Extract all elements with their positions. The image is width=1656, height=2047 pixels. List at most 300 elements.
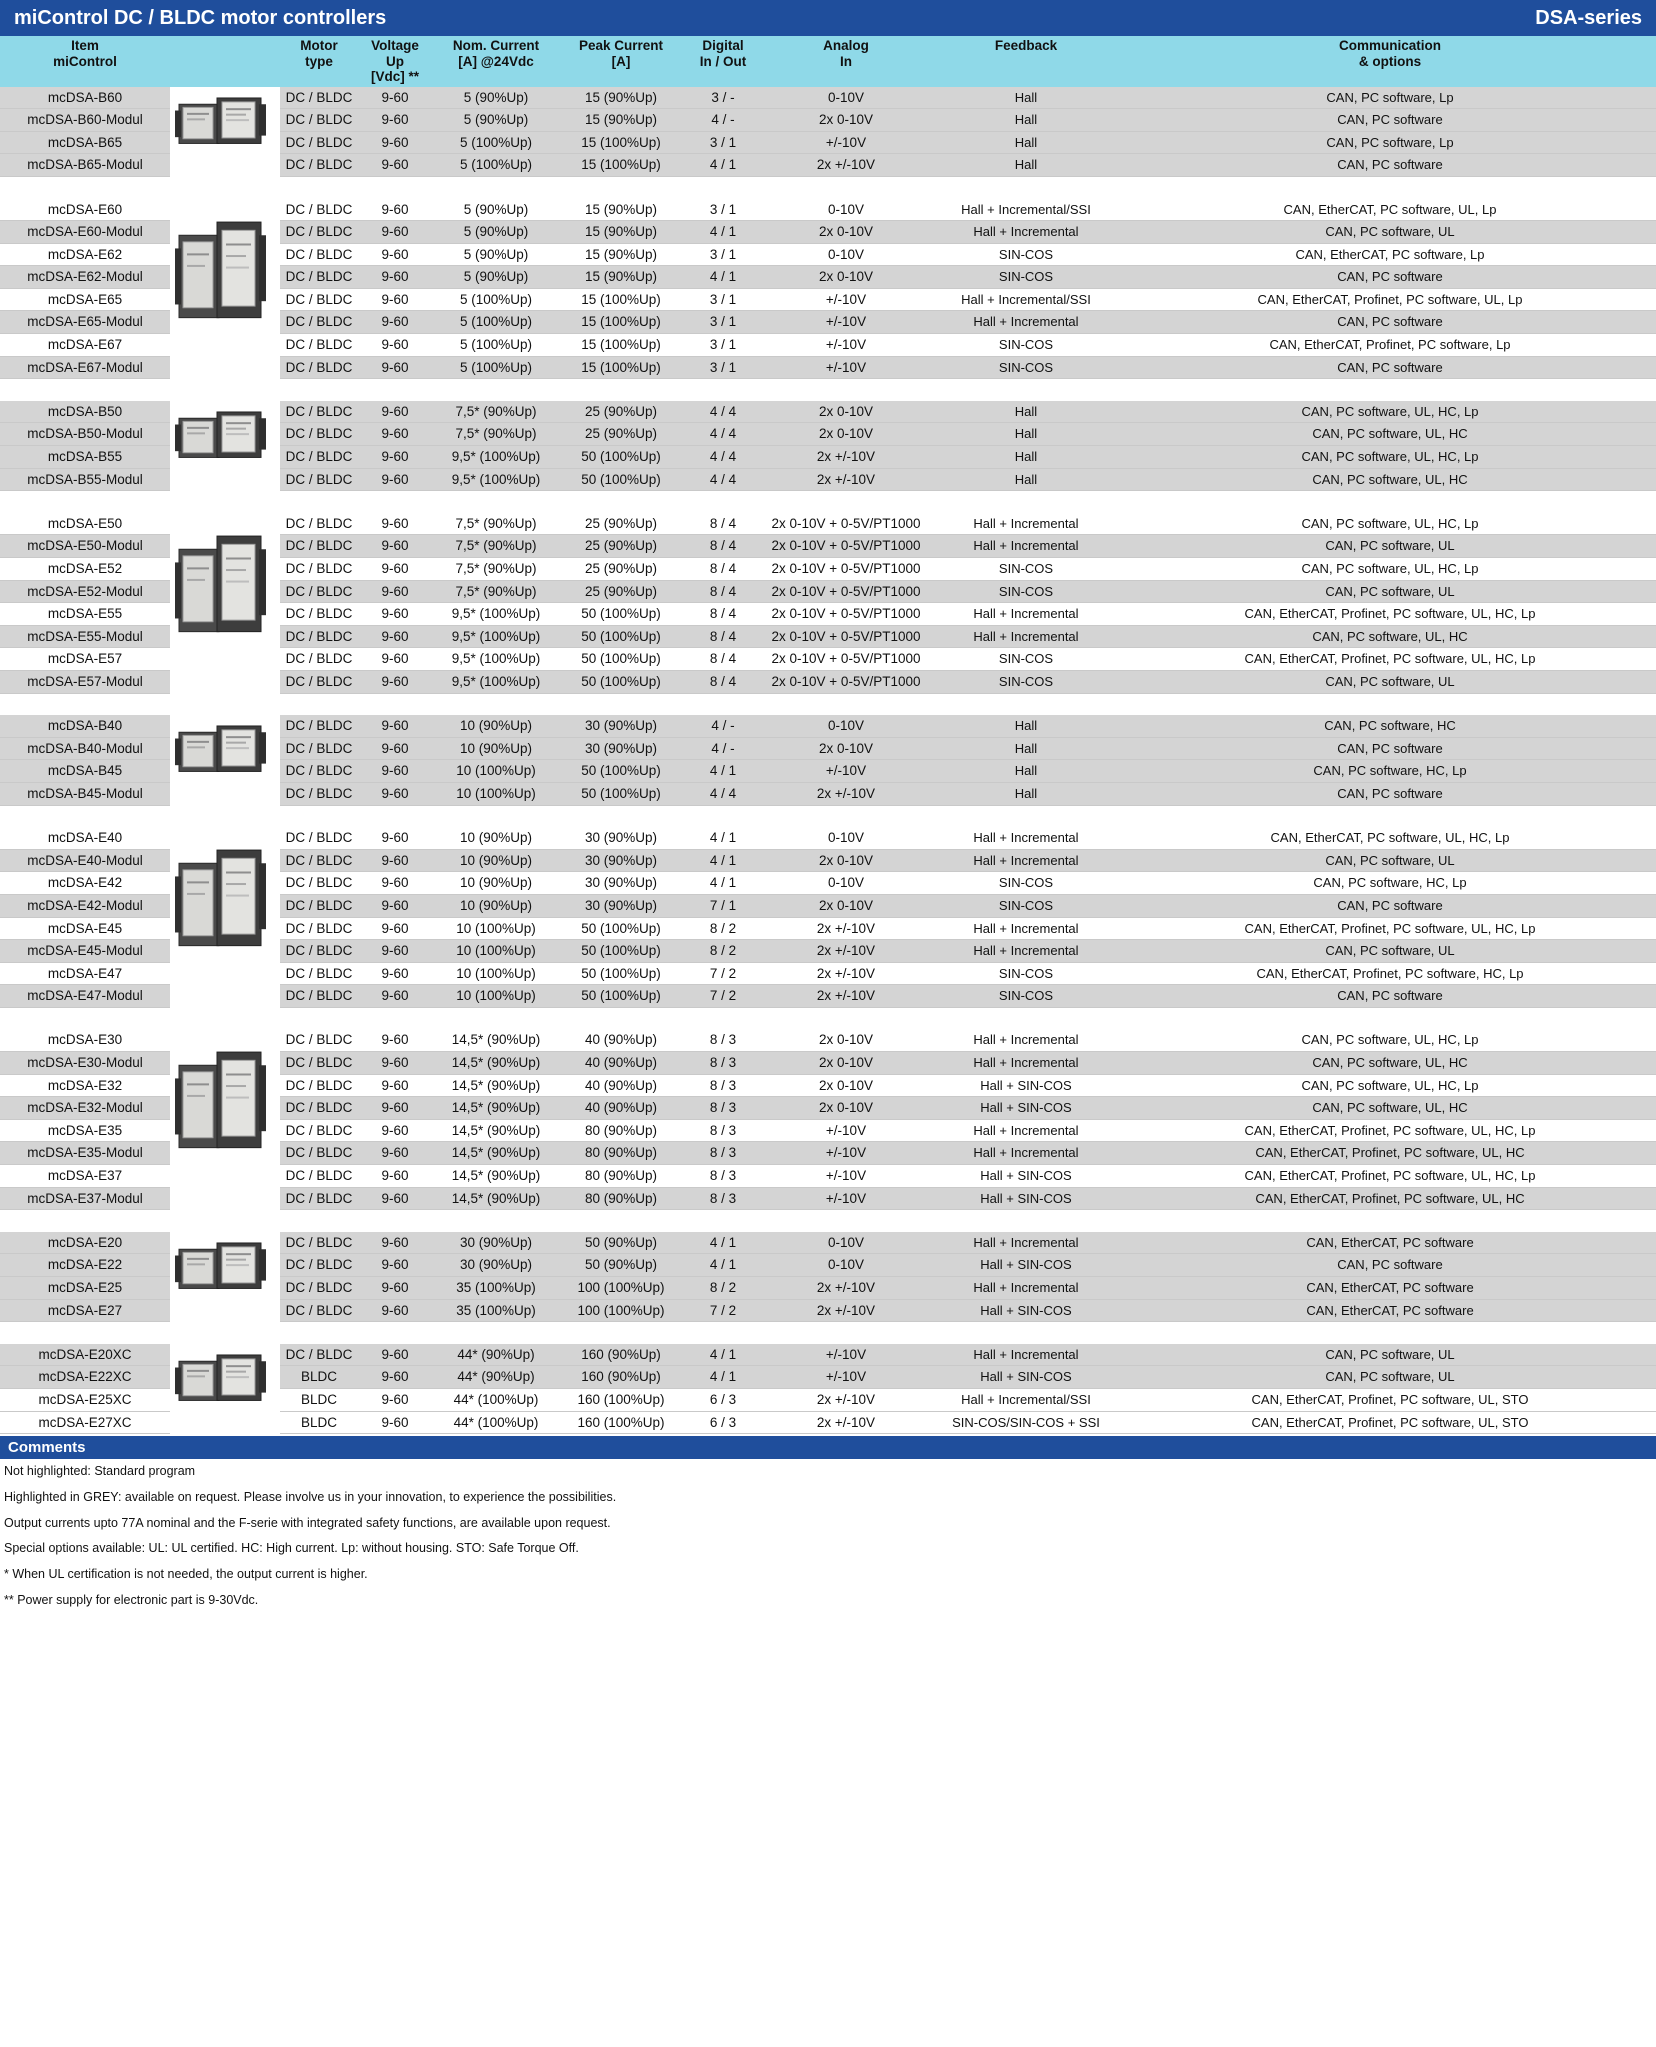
- cell-analog-in: 2x 0-10V: [764, 1052, 928, 1075]
- cell-motor-type: DC / BLDC: [280, 894, 358, 917]
- cell-nominal-current: 5 (90%Up): [432, 243, 560, 266]
- cell-item: mcDSA-E25: [0, 1277, 170, 1300]
- cell-feedback: SIN-COS: [928, 670, 1124, 693]
- cell-digital-io: 4 / 1: [682, 827, 764, 849]
- cell-motor-type: BLDC: [280, 1411, 358, 1434]
- cell-peak-current: 30 (90%Up): [560, 715, 682, 737]
- cell-motor-type: DC / BLDC: [280, 1029, 358, 1051]
- cell-nominal-current: 5 (100%Up): [432, 356, 560, 379]
- cell-nominal-current: 7,5* (90%Up): [432, 513, 560, 535]
- cell-nominal-current: 7,5* (90%Up): [432, 423, 560, 446]
- cell-motor-type: DC / BLDC: [280, 1165, 358, 1188]
- cell-communication: CAN, EtherCAT, Profinet, PC software, UL, HC: [1124, 1142, 1656, 1165]
- cell-peak-current: 25 (90%Up): [560, 535, 682, 558]
- cell-item: mcDSA-E35-Modul: [0, 1142, 170, 1165]
- cell-motor-type: DC / BLDC: [280, 737, 358, 760]
- cell-nominal-current: 10 (100%Up): [432, 917, 560, 940]
- cell-voltage: 9-60: [358, 872, 432, 895]
- cell-voltage: 9-60: [358, 1187, 432, 1210]
- cell-motor-type: DC / BLDC: [280, 962, 358, 985]
- cell-digital-io: 4 / -: [682, 737, 764, 760]
- group-spacer-cell: [0, 693, 1656, 715]
- cell-peak-current: 160 (100%Up): [560, 1388, 682, 1411]
- cell-analog-in: 2x 0-10V: [764, 737, 928, 760]
- cell-analog-in: 2x 0-10V + 0-5V/PT1000: [764, 603, 928, 626]
- cell-nominal-current: 30 (90%Up): [432, 1232, 560, 1254]
- cell-digital-io: 4 / 1: [682, 872, 764, 895]
- cell-peak-current: 80 (90%Up): [560, 1119, 682, 1142]
- cell-feedback: Hall + SIN-COS: [928, 1187, 1124, 1210]
- cell-nominal-current: 10 (100%Up): [432, 962, 560, 985]
- cell-digital-io: 3 / 1: [682, 356, 764, 379]
- table-row: [0, 715, 1656, 737]
- cell-nominal-current: 7,5* (90%Up): [432, 580, 560, 603]
- cell-peak-current: 25 (90%Up): [560, 401, 682, 423]
- cell-nominal-current: 35 (100%Up): [432, 1299, 560, 1322]
- cell-item: mcDSA-E55: [0, 603, 170, 626]
- cell-peak-current: 30 (90%Up): [560, 894, 682, 917]
- cell-peak-current: 50 (100%Up): [560, 760, 682, 783]
- device-photo: [173, 827, 277, 1007]
- cell-peak-current: 15 (100%Up): [560, 288, 682, 311]
- group-spacer: [0, 693, 1656, 715]
- cell-voltage: 9-60: [358, 446, 432, 469]
- cell-feedback: Hall + Incremental: [928, 513, 1124, 535]
- cell-digital-io: 4 / 1: [682, 154, 764, 177]
- cell-item: mcDSA-E45-Modul: [0, 940, 170, 963]
- cell-voltage: 9-60: [358, 1277, 432, 1300]
- cell-motor-type: DC / BLDC: [280, 401, 358, 423]
- cell-digital-io: 4 / 1: [682, 266, 764, 289]
- cell-item: mcDSA-E50: [0, 513, 170, 535]
- cell-communication: CAN, PC software: [1124, 782, 1656, 805]
- cell-digital-io: 8 / 3: [682, 1187, 764, 1210]
- cell-nominal-current: 5 (100%Up): [432, 154, 560, 177]
- cell-voltage: 9-60: [358, 535, 432, 558]
- cell-analog-in: 2x +/-10V: [764, 962, 928, 985]
- cell-item: mcDSA-E42: [0, 872, 170, 895]
- cell-analog-in: 2x +/-10V: [764, 917, 928, 940]
- cell-communication: CAN, PC software, UL: [1124, 580, 1656, 603]
- cell-motor-type: DC / BLDC: [280, 154, 358, 177]
- cell-nominal-current: 5 (90%Up): [432, 199, 560, 221]
- cell-motor-type: DC / BLDC: [280, 670, 358, 693]
- column-header-image: [170, 36, 280, 87]
- cell-peak-current: 40 (90%Up): [560, 1029, 682, 1051]
- cell-analog-in: 2x 0-10V: [764, 1097, 928, 1120]
- cell-communication: CAN, EtherCAT, Profinet, PC software, UL, HC, Lp: [1124, 648, 1656, 671]
- group-spacer: [0, 1007, 1656, 1029]
- cell-motor-type: DC / BLDC: [280, 985, 358, 1008]
- cell-nominal-current: 7,5* (90%Up): [432, 401, 560, 423]
- cell-item: mcDSA-E20: [0, 1232, 170, 1254]
- cell-peak-current: 40 (90%Up): [560, 1074, 682, 1097]
- cell-digital-io: 8 / 4: [682, 648, 764, 671]
- column-header-feedback: Feedback: [928, 36, 1124, 87]
- cell-nominal-current: 5 (90%Up): [432, 221, 560, 244]
- cell-feedback: Hall + Incremental: [928, 1142, 1124, 1165]
- cell-communication: CAN, PC software, Lp: [1124, 131, 1656, 154]
- cell-analog-in: 0-10V: [764, 872, 928, 895]
- cell-analog-in: 2x +/-10V: [764, 468, 928, 491]
- cell-motor-type: DC / BLDC: [280, 1232, 358, 1254]
- cell-digital-io: 7 / 2: [682, 962, 764, 985]
- cell-nominal-current: 5 (100%Up): [432, 131, 560, 154]
- cell-digital-io: 4 / 4: [682, 446, 764, 469]
- cell-digital-io: 8 / 3: [682, 1097, 764, 1120]
- cell-communication: CAN, PC software, UL, HC: [1124, 625, 1656, 648]
- cell-peak-current: 15 (100%Up): [560, 356, 682, 379]
- cell-communication: CAN, EtherCAT, PC software, UL, HC, Lp: [1124, 827, 1656, 849]
- cell-motor-type: DC / BLDC: [280, 131, 358, 154]
- cell-analog-in: 2x 0-10V: [764, 1029, 928, 1051]
- cell-communication: CAN, PC software: [1124, 985, 1656, 1008]
- cell-peak-current: 15 (90%Up): [560, 243, 682, 266]
- cell-digital-io: 8 / 4: [682, 580, 764, 603]
- cell-analog-in: 2x 0-10V: [764, 266, 928, 289]
- cell-voltage: 9-60: [358, 1097, 432, 1120]
- cell-digital-io: 8 / 3: [682, 1029, 764, 1051]
- device-photo: [173, 1029, 277, 1209]
- cell-feedback: Hall + SIN-COS: [928, 1254, 1124, 1277]
- cell-nominal-current: 14,5* (90%Up): [432, 1142, 560, 1165]
- cell-digital-io: 8 / 4: [682, 513, 764, 535]
- device-photo: [173, 513, 277, 693]
- column-header-peak-current: Peak Current [A]: [560, 36, 682, 87]
- cell-communication: CAN, PC software, UL, HC: [1124, 1097, 1656, 1120]
- cell-peak-current: 15 (90%Up): [560, 87, 682, 109]
- cell-analog-in: 2x 0-10V: [764, 894, 928, 917]
- cell-digital-io: 4 / 4: [682, 401, 764, 423]
- cell-nominal-current: 14,5* (90%Up): [432, 1052, 560, 1075]
- cell-feedback: Hall: [928, 737, 1124, 760]
- cell-nominal-current: 10 (100%Up): [432, 940, 560, 963]
- cell-nominal-current: 44* (100%Up): [432, 1388, 560, 1411]
- cell-voltage: 9-60: [358, 356, 432, 379]
- cell-voltage: 9-60: [358, 940, 432, 963]
- cell-peak-current: 50 (90%Up): [560, 1254, 682, 1277]
- cell-analog-in: 2x 0-10V: [764, 109, 928, 132]
- cell-voltage: 9-60: [358, 288, 432, 311]
- cell-item: mcDSA-E62-Modul: [0, 266, 170, 289]
- cell-analog-in: 0-10V: [764, 715, 928, 737]
- cell-motor-type: DC / BLDC: [280, 446, 358, 469]
- cell-nominal-current: 44* (90%Up): [432, 1366, 560, 1389]
- cell-motor-type: DC / BLDC: [280, 356, 358, 379]
- column-header-analog-in: Analog In: [764, 36, 928, 87]
- comment-line: Not highlighted: Standard program: [4, 1464, 196, 1479]
- cell-analog-in: +/-10V: [764, 1119, 928, 1142]
- cell-digital-io: 8 / 2: [682, 940, 764, 963]
- cell-analog-in: 2x 0-10V + 0-5V/PT1000: [764, 670, 928, 693]
- cell-peak-current: 15 (90%Up): [560, 199, 682, 221]
- cell-nominal-current: 14,5* (90%Up): [432, 1187, 560, 1210]
- cell-communication: CAN, PC software, HC: [1124, 715, 1656, 737]
- cell-voltage: 9-60: [358, 558, 432, 581]
- cell-communication: CAN, EtherCAT, PC software, Lp: [1124, 243, 1656, 266]
- cell-item: mcDSA-E50-Modul: [0, 535, 170, 558]
- cell-nominal-current: 10 (90%Up): [432, 737, 560, 760]
- cell-feedback: Hall: [928, 401, 1124, 423]
- cell-item: mcDSA-E37: [0, 1165, 170, 1188]
- cell-nominal-current: 10 (90%Up): [432, 849, 560, 872]
- cell-item: mcDSA-E60: [0, 199, 170, 221]
- cell-peak-current: 15 (90%Up): [560, 266, 682, 289]
- cell-item: mcDSA-B45-Modul: [0, 782, 170, 805]
- cell-feedback: Hall + SIN-COS: [928, 1074, 1124, 1097]
- cell-item: mcDSA-E47: [0, 962, 170, 985]
- cell-feedback: Hall + Incremental: [928, 849, 1124, 872]
- cell-voltage: 9-60: [358, 154, 432, 177]
- cell-voltage: 9-60: [358, 603, 432, 626]
- device-photo: [173, 1232, 277, 1322]
- cell-voltage: 9-60: [358, 894, 432, 917]
- device-photo: [173, 715, 277, 805]
- cell-peak-current: 15 (100%Up): [560, 334, 682, 357]
- cell-analog-in: +/-10V: [764, 356, 928, 379]
- cell-digital-io: 4 / 1: [682, 760, 764, 783]
- cell-peak-current: 80 (90%Up): [560, 1142, 682, 1165]
- table-body: [0, 87, 1656, 1434]
- cell-analog-in: 2x 0-10V: [764, 401, 928, 423]
- cell-motor-type: BLDC: [280, 1388, 358, 1411]
- cell-nominal-current: 14,5* (90%Up): [432, 1029, 560, 1051]
- group-spacer: [0, 379, 1656, 401]
- cell-analog-in: +/-10V: [764, 1366, 928, 1389]
- cell-motor-type: DC / BLDC: [280, 760, 358, 783]
- cell-feedback: Hall + Incremental/SSI: [928, 1388, 1124, 1411]
- controller-photo-b40-series: [170, 715, 280, 805]
- cell-digital-io: 4 / 1: [682, 1366, 764, 1389]
- cell-item: mcDSA-E67: [0, 334, 170, 357]
- cell-analog-in: 0-10V: [764, 1232, 928, 1254]
- cell-analog-in: 2x 0-10V: [764, 423, 928, 446]
- cell-item: mcDSA-E47-Modul: [0, 985, 170, 1008]
- cell-digital-io: 3 / 1: [682, 334, 764, 357]
- comment-line: Output currents upto 77A nominal and the F-serie with integrated safety functions, are available upon request.: [4, 1515, 611, 1530]
- controller-photo-xc-series: [170, 1344, 280, 1434]
- cell-item: mcDSA-E37-Modul: [0, 1187, 170, 1210]
- cell-communication: CAN, PC software: [1124, 311, 1656, 334]
- comments-header: Comments: [0, 1436, 1656, 1459]
- cell-communication: CAN, EtherCAT, Profinet, PC software, UL, HC, Lp: [1124, 1165, 1656, 1188]
- cell-nominal-current: 5 (100%Up): [432, 311, 560, 334]
- cell-feedback: Hall + Incremental: [928, 221, 1124, 244]
- column-header-voltage: Voltage Up [Vdc] **: [358, 36, 432, 87]
- cell-motor-type: BLDC: [280, 1366, 358, 1389]
- cell-motor-type: DC / BLDC: [280, 1344, 358, 1366]
- cell-item: mcDSA-E52-Modul: [0, 580, 170, 603]
- cell-digital-io: 8 / 3: [682, 1165, 764, 1188]
- cell-feedback: Hall + Incremental: [928, 940, 1124, 963]
- cell-item: mcDSA-E65-Modul: [0, 311, 170, 334]
- cell-motor-type: DC / BLDC: [280, 1142, 358, 1165]
- cell-communication: CAN, EtherCAT, Profinet, PC software, UL, HC: [1124, 1187, 1656, 1210]
- cell-digital-io: 8 / 4: [682, 670, 764, 693]
- cell-nominal-current: 7,5* (90%Up): [432, 535, 560, 558]
- device-photo: [173, 87, 277, 177]
- comment-line: Highlighted in GREY: available on request. Please involve us in your innovation, to experience the possibilities.: [4, 1489, 617, 1504]
- group-spacer: [0, 491, 1656, 513]
- cell-voltage: 9-60: [358, 513, 432, 535]
- cell-communication: CAN, PC software, UL, HC, Lp: [1124, 558, 1656, 581]
- cell-motor-type: DC / BLDC: [280, 288, 358, 311]
- table-row: [0, 1344, 1656, 1366]
- cell-peak-current: 30 (90%Up): [560, 849, 682, 872]
- cell-feedback: Hall + SIN-COS: [928, 1097, 1124, 1120]
- cell-item: mcDSA-B65-Modul: [0, 154, 170, 177]
- cell-peak-current: 40 (90%Up): [560, 1097, 682, 1120]
- cell-digital-io: 8 / 3: [682, 1119, 764, 1142]
- cell-analog-in: 0-10V: [764, 1254, 928, 1277]
- cell-nominal-current: 5 (90%Up): [432, 266, 560, 289]
- cell-item: mcDSA-E22: [0, 1254, 170, 1277]
- cell-analog-in: 2x +/-10V: [764, 985, 928, 1008]
- cell-feedback: Hall: [928, 715, 1124, 737]
- cell-item: mcDSA-B50-Modul: [0, 423, 170, 446]
- cell-voltage: 9-60: [358, 1232, 432, 1254]
- cell-item: mcDSA-E20XC: [0, 1344, 170, 1366]
- cell-digital-io: 3 / 1: [682, 131, 764, 154]
- cell-digital-io: 4 / 4: [682, 782, 764, 805]
- cell-peak-current: 160 (100%Up): [560, 1411, 682, 1434]
- cell-voltage: 9-60: [358, 401, 432, 423]
- cell-voltage: 9-60: [358, 266, 432, 289]
- cell-feedback: Hall: [928, 131, 1124, 154]
- cell-feedback: Hall: [928, 760, 1124, 783]
- cell-communication: CAN, PC software, UL, HC: [1124, 468, 1656, 491]
- cell-digital-io: 4 / 1: [682, 1344, 764, 1366]
- cell-peak-current: 15 (100%Up): [560, 131, 682, 154]
- table-header: [0, 36, 1656, 87]
- cell-voltage: 9-60: [358, 1411, 432, 1434]
- cell-analog-in: 2x 0-10V: [764, 221, 928, 244]
- cell-feedback: SIN-COS: [928, 334, 1124, 357]
- cell-peak-current: 100 (100%Up): [560, 1277, 682, 1300]
- cell-nominal-current: 14,5* (90%Up): [432, 1097, 560, 1120]
- cell-motor-type: DC / BLDC: [280, 311, 358, 334]
- cell-analog-in: 0-10V: [764, 199, 928, 221]
- table-row: [0, 1232, 1656, 1254]
- cell-communication: CAN, PC software: [1124, 266, 1656, 289]
- table-row: [0, 827, 1656, 849]
- cell-communication: CAN, PC software: [1124, 894, 1656, 917]
- cell-motor-type: DC / BLDC: [280, 243, 358, 266]
- cell-voltage: 9-60: [358, 625, 432, 648]
- cell-analog-in: 2x 0-10V + 0-5V/PT1000: [764, 625, 928, 648]
- cell-analog-in: +/-10V: [764, 1142, 928, 1165]
- cell-feedback: Hall: [928, 87, 1124, 109]
- cell-voltage: 9-60: [358, 827, 432, 849]
- cell-feedback: Hall + SIN-COS: [928, 1299, 1124, 1322]
- cell-communication: CAN, EtherCAT, PC software: [1124, 1299, 1656, 1322]
- cell-item: mcDSA-B65: [0, 131, 170, 154]
- cell-communication: CAN, PC software: [1124, 356, 1656, 379]
- cell-communication: CAN, EtherCAT, Profinet, PC software, UL, HC, Lp: [1124, 603, 1656, 626]
- cell-feedback: Hall + Incremental/SSI: [928, 288, 1124, 311]
- cell-nominal-current: 44* (100%Up): [432, 1411, 560, 1434]
- cell-analog-in: 2x +/-10V: [764, 1411, 928, 1434]
- cell-item: mcDSA-E65: [0, 288, 170, 311]
- cell-digital-io: 8 / 4: [682, 603, 764, 626]
- comment-line: ** Power supply for electronic part is 9-30Vdc.: [4, 1592, 259, 1607]
- cell-motor-type: DC / BLDC: [280, 849, 358, 872]
- device-photo: [173, 199, 277, 379]
- cell-motor-type: DC / BLDC: [280, 940, 358, 963]
- cell-nominal-current: 14,5* (90%Up): [432, 1165, 560, 1188]
- cell-motor-type: DC / BLDC: [280, 87, 358, 109]
- cell-nominal-current: 30 (90%Up): [432, 1254, 560, 1277]
- cell-feedback: Hall + Incremental: [928, 1052, 1124, 1075]
- cell-motor-type: DC / BLDC: [280, 1119, 358, 1142]
- cell-digital-io: 8 / 2: [682, 917, 764, 940]
- cell-feedback: Hall + Incremental: [928, 917, 1124, 940]
- cell-digital-io: 8 / 4: [682, 535, 764, 558]
- cell-analog-in: +/-10V: [764, 760, 928, 783]
- cell-feedback: Hall + Incremental: [928, 1344, 1124, 1366]
- cell-communication: CAN, EtherCAT, Profinet, PC software, UL, HC, Lp: [1124, 917, 1656, 940]
- document-title: miControl DC / BLDC motor controllers: [14, 6, 387, 29]
- cell-nominal-current: 14,5* (90%Up): [432, 1119, 560, 1142]
- cell-communication: CAN, PC software, UL: [1124, 940, 1656, 963]
- cell-peak-current: 50 (100%Up): [560, 940, 682, 963]
- cell-analog-in: +/-10V: [764, 334, 928, 357]
- cell-voltage: 9-60: [358, 423, 432, 446]
- cell-voltage: 9-60: [358, 334, 432, 357]
- cell-item: mcDSA-E57: [0, 648, 170, 671]
- cell-digital-io: 3 / 1: [682, 288, 764, 311]
- title-bar: [0, 0, 1656, 36]
- cell-voltage: 9-60: [358, 243, 432, 266]
- cell-digital-io: 8 / 2: [682, 1277, 764, 1300]
- cell-motor-type: DC / BLDC: [280, 580, 358, 603]
- cell-motor-type: DC / BLDC: [280, 782, 358, 805]
- cell-communication: CAN, EtherCAT, Profinet, PC software, HC, Lp: [1124, 962, 1656, 985]
- table-row: [0, 513, 1656, 535]
- cell-peak-current: 50 (100%Up): [560, 670, 682, 693]
- cell-motor-type: DC / BLDC: [280, 1299, 358, 1322]
- cell-motor-type: DC / BLDC: [280, 1052, 358, 1075]
- cell-voltage: 9-60: [358, 468, 432, 491]
- cell-nominal-current: 10 (90%Up): [432, 894, 560, 917]
- cell-motor-type: DC / BLDC: [280, 715, 358, 737]
- cell-motor-type: DC / BLDC: [280, 1097, 358, 1120]
- controller-photo-e40-series: [170, 827, 280, 1007]
- cell-communication: CAN, EtherCAT, Profinet, PC software, Lp: [1124, 334, 1656, 357]
- cell-motor-type: DC / BLDC: [280, 625, 358, 648]
- cell-nominal-current: 9,5* (100%Up): [432, 446, 560, 469]
- cell-analog-in: 0-10V: [764, 827, 928, 849]
- cell-communication: CAN, EtherCAT, Profinet, PC software, UL, Lp: [1124, 288, 1656, 311]
- cell-item: mcDSA-B55-Modul: [0, 468, 170, 491]
- cell-nominal-current: 5 (100%Up): [432, 288, 560, 311]
- cell-motor-type: DC / BLDC: [280, 558, 358, 581]
- cell-digital-io: 3 / 1: [682, 311, 764, 334]
- cell-feedback: Hall: [928, 109, 1124, 132]
- cell-communication: CAN, PC software, HC, Lp: [1124, 872, 1656, 895]
- cell-peak-current: 50 (100%Up): [560, 962, 682, 985]
- controller-photo-e20-series: [170, 1232, 280, 1322]
- cell-item: mcDSA-E40-Modul: [0, 849, 170, 872]
- cell-item: mcDSA-E57-Modul: [0, 670, 170, 693]
- cell-voltage: 9-60: [358, 109, 432, 132]
- table-row: [0, 401, 1656, 423]
- cell-voltage: 9-60: [358, 1029, 432, 1051]
- cell-digital-io: 3 / 1: [682, 199, 764, 221]
- cell-peak-current: 80 (90%Up): [560, 1165, 682, 1188]
- cell-peak-current: 15 (100%Up): [560, 154, 682, 177]
- cell-nominal-current: 9,5* (100%Up): [432, 625, 560, 648]
